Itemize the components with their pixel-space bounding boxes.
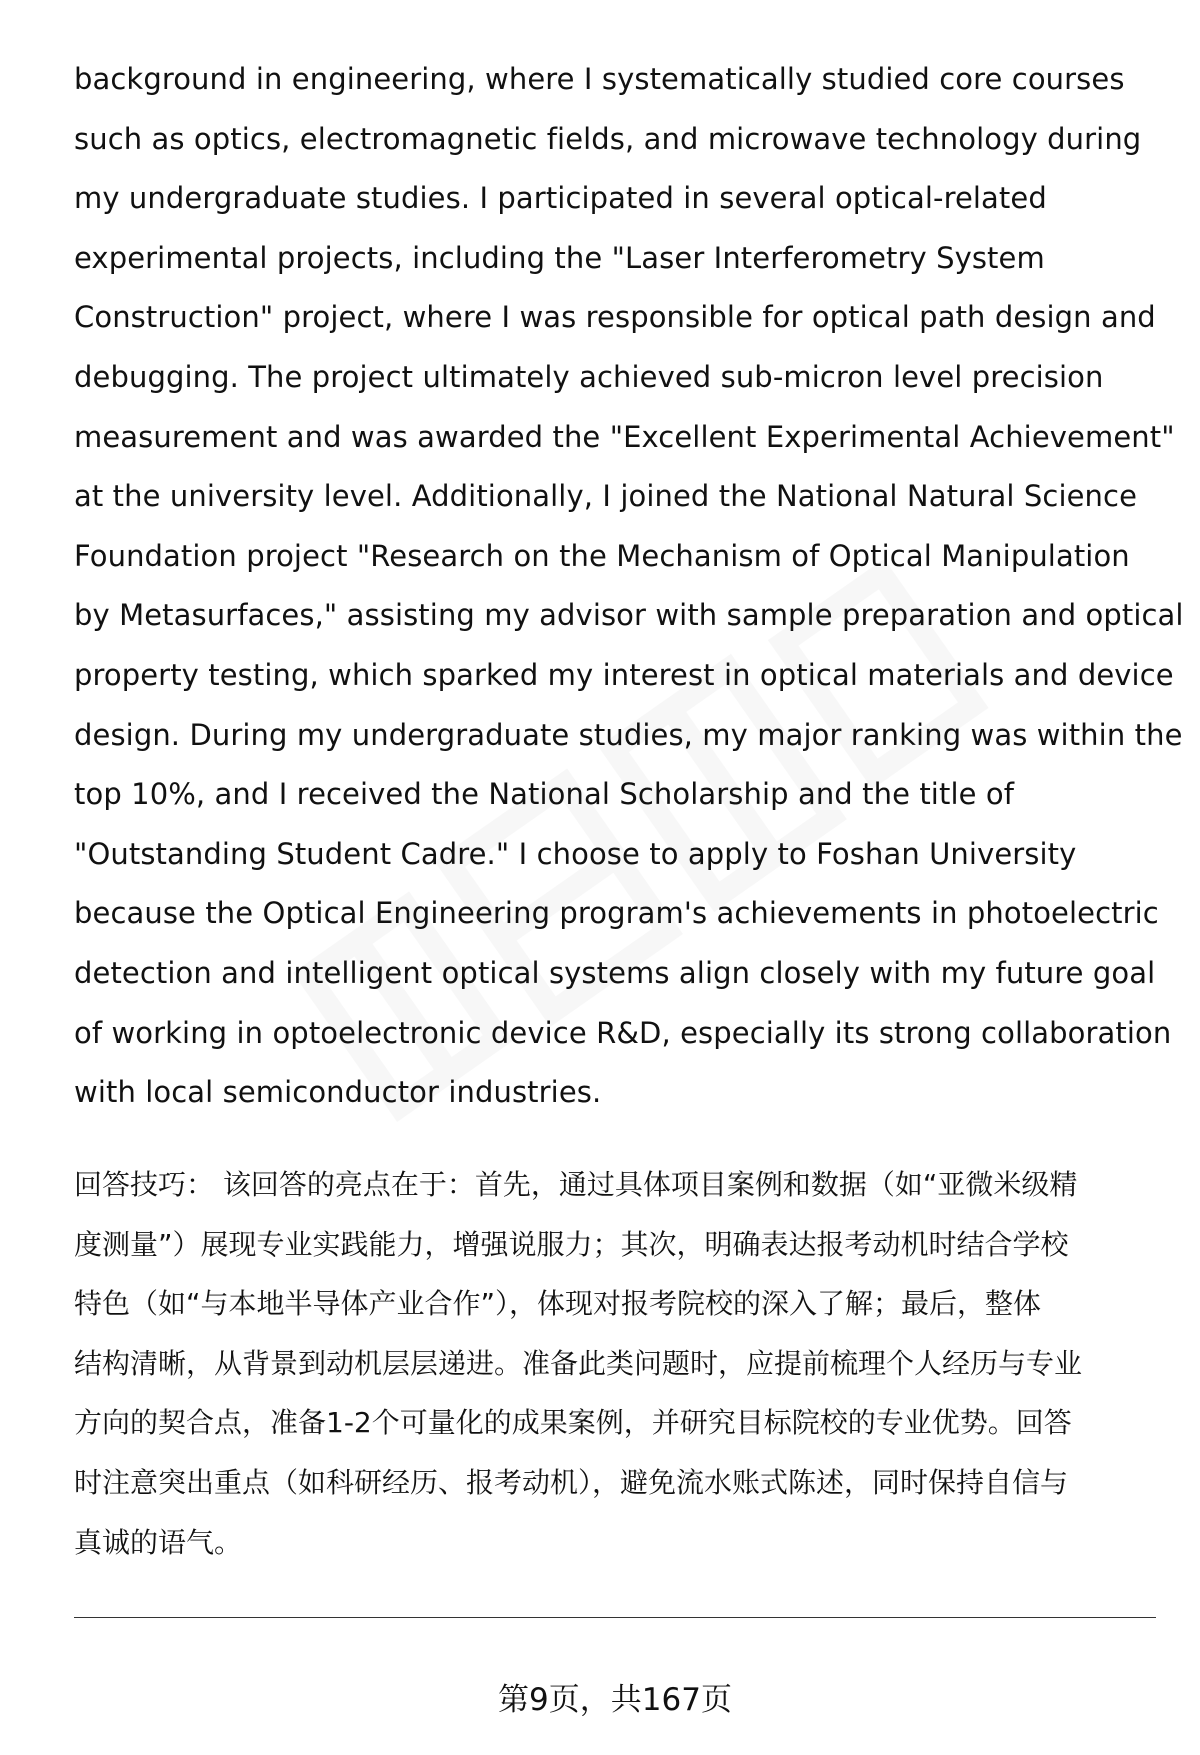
tip-line: 度测量”）展现专业实践能力，增强说服力；其次，明确表达报考动机时结合学校 — [74, 1227, 1069, 1261]
body-line: my undergraduate studies. I participated in several optical-related — [74, 181, 1047, 216]
body-line: detection and intelligent optical systems align closely with my future goal — [74, 955, 1156, 990]
body-line: design. During my undergraduate studies, my major ranking was within the — [74, 717, 1183, 752]
body-paragraph — [74, 50, 1184, 1123]
body-line: Foundation project "Research on the Mechanism of Optical Manipulation — [74, 538, 1130, 573]
page-number: 第9页，共167页 — [498, 1682, 732, 1718]
body-line: by Metasurfaces," assisting my advisor with sample preparation and optical — [74, 598, 1184, 633]
body-line: such as optics, electromagnetic fields, and microwave technology during — [74, 121, 1142, 156]
body-line: with local semiconductor industries. — [74, 1075, 602, 1110]
answer-tips-paragraph — [74, 1155, 1164, 1572]
tip-line: 回答技巧： 该回答的亮点在于：首先，通过具体项目案例和数据（如“亚微米级精 — [74, 1168, 1078, 1201]
tip-line: 特色（如“与本地半导体产业合作”），体现对报考院校的深入了解；最后，整体 — [74, 1287, 1042, 1321]
body-line: Construction" project, where I was responsible for optical path design and — [74, 300, 1156, 335]
body-line: debugging. The project ultimately achieved sub-micron level precision — [74, 359, 1104, 394]
tip-line: 时注意突出重点（如科研经历、报考动机），避免流水账式陈述，同时保持自信与 — [74, 1465, 1069, 1499]
tip-line: 真诚的语气。 — [74, 1525, 243, 1559]
body-line: property testing, which sparked my interest in optical materials and device — [74, 657, 1174, 692]
body-line: experimental projects, including the "Laser Interferometry System — [74, 240, 1045, 275]
body-line: because the Optical Engineering program's achievements in photoelectric — [74, 896, 1159, 931]
body-line: top 10%, and I received the National Scholarship and the title of — [74, 777, 1015, 812]
body-line: "Outstanding Student Cadre." I choose to apply to Foshan University — [74, 836, 1077, 871]
footer-divider — [74, 1617, 1156, 1618]
tip-line: 方向的契合点，准备1-2个可量化的成果案例，并研究目标院校的专业优势。回答 — [74, 1406, 1072, 1440]
body-line: measurement and was awarded the "Excellent Experimental Achievement" — [74, 419, 1175, 454]
tip-line: 结构清晰，从背景到动机层层递进。准备此类问题时，应提前梳理个人经历与专业 — [74, 1346, 1083, 1380]
body-line: of working in optoelectronic device R&D, especially its strong collaboration — [74, 1015, 1172, 1050]
body-line: background in engineering, where I systematically studied core courses — [74, 62, 1125, 96]
body-line: at the university level. Additionally, I joined the National Natural Science — [74, 479, 1138, 514]
